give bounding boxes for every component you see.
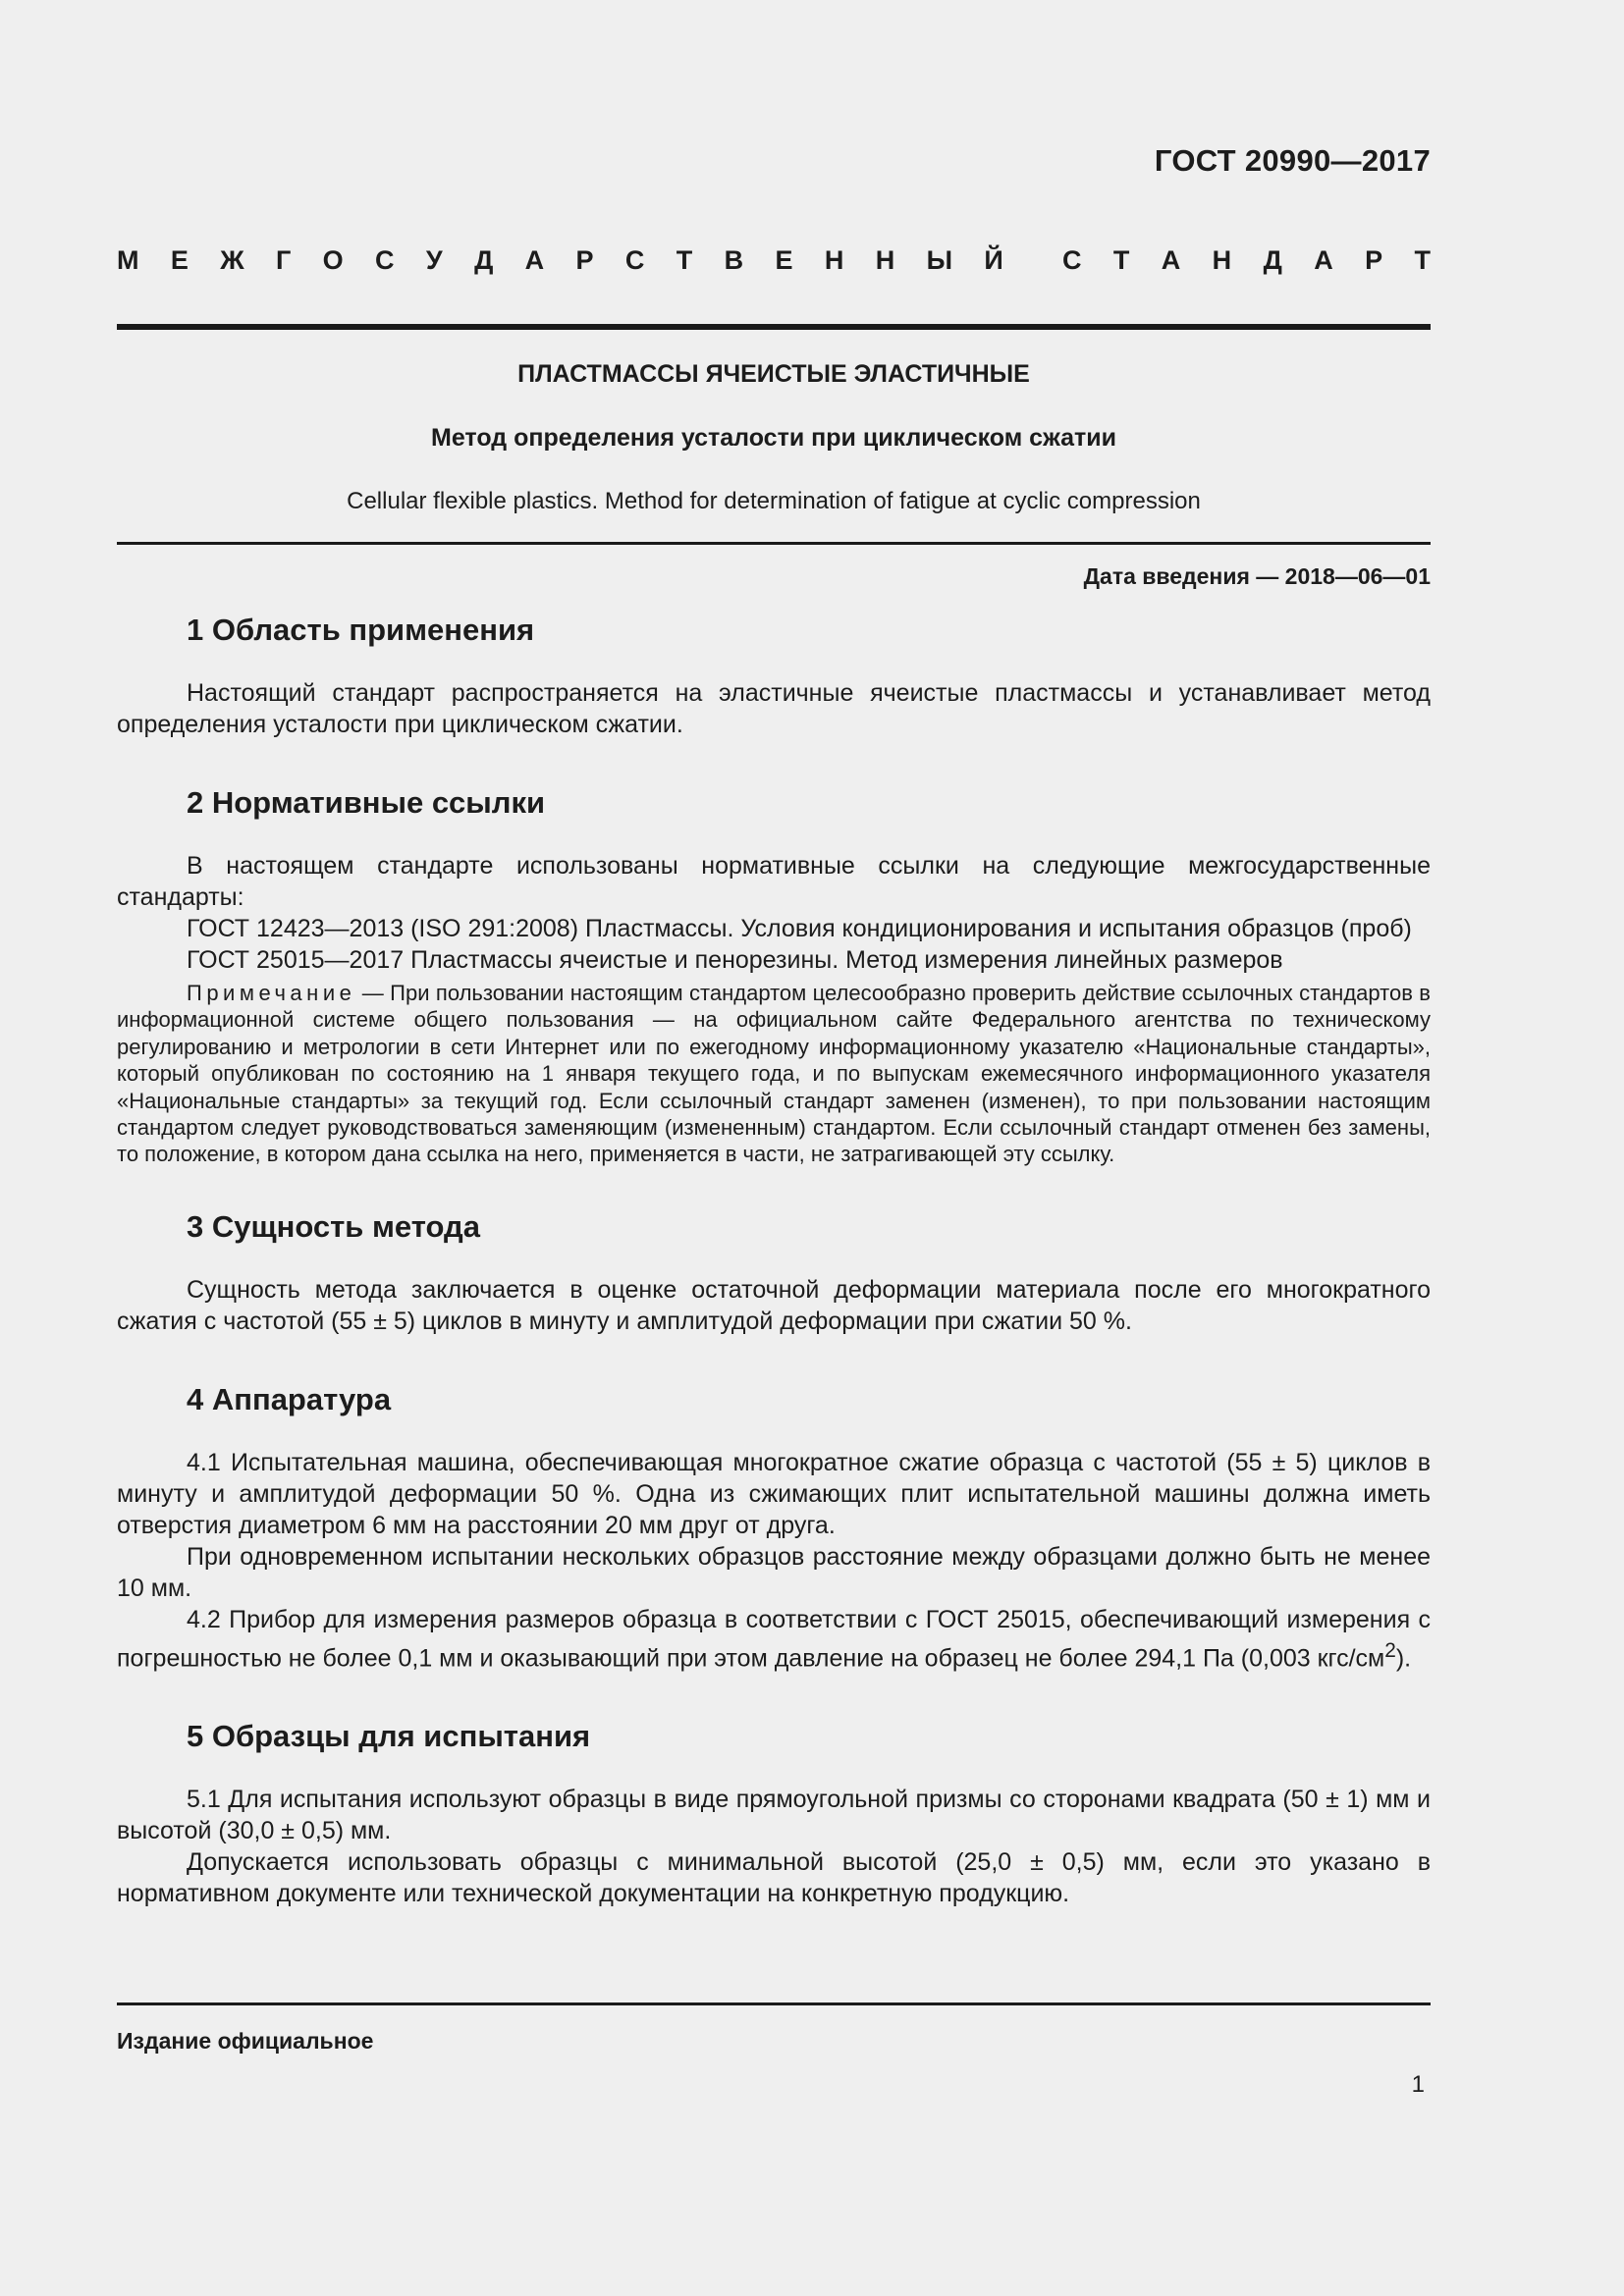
document-subtitle: Метод определения усталости при циклическом сжатии [431,424,1116,452]
note-label: Примечание [187,981,356,1005]
paragraph: 4.2 Прибор для измерения размеров образца в соответствии с ГОСТ 25015, обеспечивающий измерения с погрешностью не более 0,1 мм и оказывающий при этом давление на образец не более 294,1 Па (0,003 кгс/$см^2$). [117,1605,1431,1673]
superscript: 2 [1384,1638,1396,1662]
note [117,980,1431,1168]
section-heading-apparatus: 4 Аппаратура [187,1381,392,1416]
paragraph: Допускается использовать образцы с минимальной высотой (25,0 ± 0,5) мм, если это указано в нормативном документе или технической документации на конкретную продукцию. [117,1848,1431,1908]
interstate-standard-heading [117,245,1431,276]
section-heading-scope: 1 Область применения [187,613,535,647]
document-title: ПЛАСТМАССЫ ЯЧЕИСТЫЕ ЭЛАСТИЧНЫЕ [517,360,1030,388]
paragraph: 5.1 Для испытания используют образцы в виде прямоугольной призмы со сторонами квадрата (50 ± 1) мм и высотой (30,0 ± 0,5) мм. [117,1786,1431,1845]
paragraph: ГОСТ 12423—2013 (ISO 291:2008) Пластмассы. Условия кондиционирования и испытания образцов (проб) [187,915,1412,942]
standard-word: С Т А Н Д А Р Т [1062,245,1431,275]
section-heading-test-specimens: 5 Образцы для испытания [187,1719,591,1754]
title-divider [117,542,1431,545]
paragraph: Настоящий стандарт распространяется на эластичные ячеистые пластмассы и устанавливает метод определения усталости при циклическом сжатии. [117,679,1431,738]
paragraph: При одновременном испытании нескольких образцов расстояние между образцами должно быть не менее 10 мм. [117,1542,1431,1602]
footer-divider [117,2002,1431,2005]
paragraph: ГОСТ 25015—2017 Пластмассы ячеистые и пенорезины. Метод измерения линейных размеров [187,946,1283,974]
document-code: ГОСТ 20990—2017 [1154,143,1431,178]
interstate-word: М Е Ж Г О С У Д А Р С Т В Е Н Н Ы Й [117,245,1003,275]
introduction-date: Дата введения — 2018—06—01 [1083,563,1431,589]
section-heading-normative-references: 2 Нормативные ссылки [187,785,546,820]
document-body [117,607,1431,1909]
official-edition-label: Издание официальное [117,2028,374,2054]
paragraph: Сущность метода заключается в оценке остаточной деформации материала после его многократного сжатия с частотой (55 ± 5) циклов в минуту и амплитудой деформации при сжатии 50 %. [117,1275,1431,1335]
english-title: Cellular flexible plastics. Method for determination of fatigue at cyclic compression [347,488,1201,514]
paragraph: В настоящем стандарте использованы нормативные ссылки на следующие межгосударственные стандарты: [117,852,1431,911]
page-number: 1 [1411,2071,1425,2098]
note-text: — При пользовании настоящим стандартом целесообразно проверить действие ссылочных стандартов в информационной системе общего пользования — на официальном сайте Федерального агентства по техническому регулированию и метрологии в сети Интернет или по ежегодному информационному указателю «Национальные стандарты», который опубликован по состоянию на 1 января текущего года, и по выпускам ежемесячного информационного указателя «Национальные стандарты» за текущий год. Если ссылочный стандарт заменен (изменен), то при пользовании настоящим стандартом следует руководствоваться заменяющим (измененным) стандартом. Если ссылочный стандарт отменен без замены, то положение, в котором дана ссылка на него, применяется в части, не затрагивающей эту ссылку. [117,981,1431,1167]
paragraph: 4.1 Испытательная машина, обеспечивающая многократное сжатие образца с частотой (55 ± 5) циклов в минуту и амплитудой деформации 50 %. Одна из сжимающих плит испытательной машины должна иметь отверстия диаметром 6 мм на расстоянии 20 мм друг от друга. [117,1448,1431,1539]
section-heading-method-essence: 3 Сущность метода [187,1208,480,1244]
header-divider [117,324,1431,330]
